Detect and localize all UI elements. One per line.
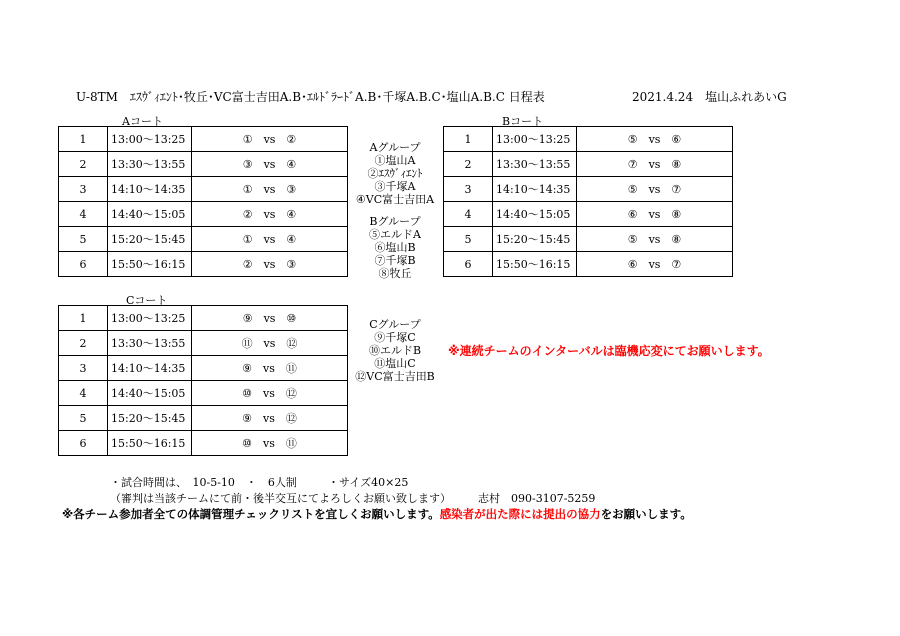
match-pairing: ⑪ vs ⑫ (192, 331, 348, 356)
match-time: 14:40～15:05 (493, 202, 577, 227)
match-number: 4 (59, 381, 108, 406)
group-ab-legend (345, 141, 445, 280)
table-row (59, 331, 348, 356)
table-row (444, 127, 733, 152)
schedule-title: U-8TM ｴｽｳﾞｨｴﾝﾄ･牧丘･VC富士吉田A.B･ｴﾙﾄﾞﾗｰﾄﾞA.B･千塚A.B.C･塩山A.B.C 日程表 (76, 90, 545, 104)
match-pairing: ⑥ vs ⑧ (577, 202, 733, 227)
match-pairing: ⑩ vs ⑫ (192, 381, 348, 406)
match-pairing: ⑤ vs ⑦ (577, 177, 733, 202)
interval-notice: ※連続チームのインターバルは臨機応変にてお願いします。 (448, 344, 770, 358)
match-number: 5 (59, 227, 108, 252)
referee-note: （審判は当該チームにて前・後半交互にてよろしくお願い致します） (110, 492, 451, 505)
match-number: 5 (444, 227, 493, 252)
match-pairing: ⑦ vs ⑧ (577, 152, 733, 177)
match-number: 5 (59, 406, 108, 431)
court-c-rows (59, 306, 348, 456)
court-c-label: Cコート (126, 294, 168, 307)
match-number: 4 (444, 202, 493, 227)
match-pairing: ⑨ vs ⑫ (192, 406, 348, 431)
table-row (59, 356, 348, 381)
table-row (59, 202, 348, 227)
group-c-member: ⑪塩山C (374, 357, 416, 370)
table-row (59, 306, 348, 331)
table-row (444, 252, 733, 277)
match-time: 14:40～15:05 (108, 202, 192, 227)
table-row (59, 152, 348, 177)
match-number: 2 (444, 152, 493, 177)
match-time: 15:20～15:45 (108, 227, 192, 252)
match-time: 13:00～13:25 (493, 127, 577, 152)
match-pairing: ① vs ④ (192, 227, 348, 252)
match-time: 15:50～16:15 (493, 252, 577, 277)
court-b-table (443, 126, 733, 277)
group-c-legend (345, 318, 445, 383)
table-row (444, 177, 733, 202)
match-number: 1 (59, 306, 108, 331)
match-number: 6 (59, 431, 108, 456)
health-checklist-note (62, 506, 692, 522)
match-time: 13:30～13:55 (108, 331, 192, 356)
match-pairing: ⑥ vs ⑦ (577, 252, 733, 277)
group-b-member: ⑤エルドA (369, 228, 421, 241)
match-pairing: ② vs ③ (192, 252, 348, 277)
match-pairing: ⑤ vs ⑥ (577, 127, 733, 152)
group-b-member: ⑥塩山B (374, 241, 416, 254)
group-b-title: Bグループ (369, 215, 421, 228)
match-pairing: ⑩ vs ⑪ (192, 431, 348, 456)
court-b-rows (444, 127, 733, 277)
infection-report-text: 感染者が出た際には提出の協力 (439, 507, 601, 521)
match-number: 2 (59, 152, 108, 177)
match-pairing: ⑤ vs ⑧ (577, 227, 733, 252)
table-row (59, 127, 348, 152)
group-a-title: Aグループ (369, 141, 421, 154)
court-a-rows (59, 127, 348, 277)
table-row (59, 406, 348, 431)
court-a-table (58, 126, 348, 277)
match-time: 15:20～15:45 (493, 227, 577, 252)
match-time: 15:20～15:45 (108, 406, 192, 431)
group-a-member: ①塩山A (374, 154, 416, 167)
match-time: 14:10～14:35 (108, 356, 192, 381)
court-b-label: Bコート (502, 115, 544, 128)
group-c-title: Cグループ (369, 318, 421, 331)
match-number: 2 (59, 331, 108, 356)
group-a-member: ②ｴｽｳﾞｨｴﾝﾄ (367, 167, 423, 180)
match-number: 1 (444, 127, 493, 152)
table-row (444, 227, 733, 252)
match-number: 3 (59, 356, 108, 381)
table-row (444, 202, 733, 227)
match-number: 3 (444, 177, 493, 202)
match-time: 14:10～14:35 (108, 177, 192, 202)
match-pairing: ③ vs ④ (192, 152, 348, 177)
health-checklist-text: ※各チーム参加者全ての体調管理チェックリストを宜しくお願いします。 (62, 507, 440, 521)
match-time: 13:00～13:25 (108, 306, 192, 331)
table-row (59, 252, 348, 277)
match-rules: ・試合時間は、 10-5-10 ・ 6人制 (110, 476, 297, 489)
table-row (59, 177, 348, 202)
contact: 志村 090-3107-5259 (478, 492, 596, 505)
match-number: 1 (59, 127, 108, 152)
match-pairing: ② vs ④ (192, 202, 348, 227)
table-row (59, 227, 348, 252)
group-c-member: ⑨千塚C (374, 331, 416, 344)
table-row (444, 152, 733, 177)
match-time: 13:30～13:55 (108, 152, 192, 177)
match-pairing: ① vs ③ (192, 177, 348, 202)
date-venue: 2021.4.24 塩山ふれあいG (632, 90, 787, 104)
group-c-member: ⑩エルドB (368, 344, 422, 357)
match-number: 3 (59, 177, 108, 202)
match-time: 13:30～13:55 (493, 152, 577, 177)
match-pairing: ⑨ vs ⑩ (192, 306, 348, 331)
group-b-member: ⑦千塚B (374, 254, 416, 267)
match-time: 13:00～13:25 (108, 127, 192, 152)
group-b-member: ⑧牧丘 (378, 267, 412, 280)
group-c-member: ⑫VC富士吉田B (355, 370, 435, 383)
match-time: 14:10～14:35 (493, 177, 577, 202)
match-number: 6 (444, 252, 493, 277)
court-size: ・サイズ40×25 (328, 476, 409, 489)
match-number: 4 (59, 202, 108, 227)
match-pairing: ① vs ② (192, 127, 348, 152)
table-row (59, 381, 348, 406)
match-time: 15:50～16:15 (108, 252, 192, 277)
match-time: 15:50～16:15 (108, 431, 192, 456)
match-pairing: ⑨ vs ⑪ (192, 356, 348, 381)
match-time: 14:40～15:05 (108, 381, 192, 406)
match-number: 6 (59, 252, 108, 277)
court-c-table (58, 305, 348, 456)
table-row (59, 431, 348, 456)
group-a-member: ④VC富士吉田A (355, 193, 435, 206)
health-checklist-end: をお願いします。 (600, 507, 692, 521)
court-a-label: Aコート (122, 115, 163, 128)
group-a-member: ③千塚A (374, 180, 416, 193)
